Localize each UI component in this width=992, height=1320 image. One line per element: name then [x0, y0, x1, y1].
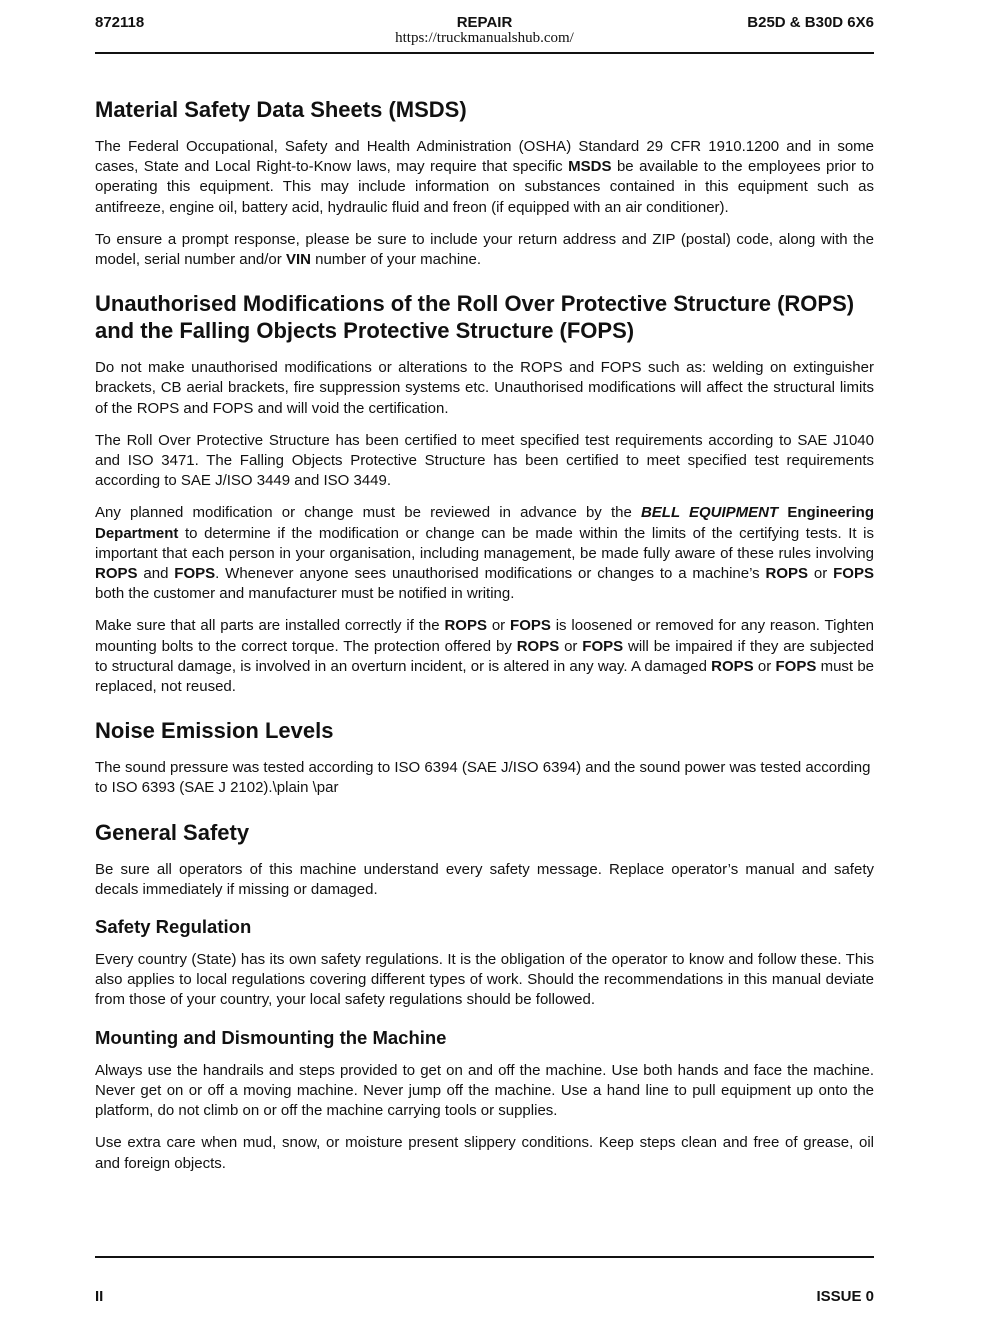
page-content — [95, 96, 874, 1186]
page-number: II — [95, 1288, 104, 1305]
general-safety-heading: General Safety — [95, 819, 250, 845]
mounting-paragraph-1: Always use the handrails and steps provided to get on and off the machine. Use both hands and face the machine. Never get on or off a moving machine. Never jump off the machine. Use a hand line to pull equipment up onto the platform, do not climb on or off the machine carrying tools or supplies. — [95, 1061, 874, 1120]
noise-heading: Noise Emission Levels — [95, 718, 334, 744]
msds-paragraph-2: To ensure a prompt response, please be sure to include your return address and ZIP (postal) code, along with the model, serial number and/or VIN number of your machine. — [95, 230, 874, 269]
safety-regulation-paragraph-1: Every country (State) has its own safety regulations. It is the obligation of the operator to know and follow these. This also applies to local regulations covering different types of work. Should the recommendations in this manual deviate from those of your country, your local safety regulations should be followed. — [95, 951, 874, 1009]
rops-heading: Unauthorised Modifications of the Roll Over Protective Structure (ROPS) and the Falling Objects Protective Structure (FOPS) — [95, 291, 855, 344]
msds-heading: Material Safety Data Sheets (MSDS) — [95, 97, 467, 122]
rops-paragraph-4: Make sure that all parts are installed correctly if the ROPS or FOPS is loosened or removed for any reason. Tighten mounting bolts to the correct torque. The protection offered by ROPS or FOPS will be impaired if they are subjected to structural damage, is involved in an overturn incident, or is altered in any way. A damaged ROPS or FOPS must be replaced, not reused. — [95, 617, 874, 696]
mounting-heading: Mounting and Dismounting the Machine — [95, 1026, 447, 1048]
model-name: B25D & B30D 6X6 — [747, 14, 874, 31]
safety-regulation-heading: Safety Regulation — [95, 916, 252, 938]
rops-paragraph-2: The Roll Over Protective Structure has been certified to meet specified test requirements according to SAE J1040 and ISO 3471. The Falling Objects Protective Structure has been certified to meet specified test requirements according to SAE J/ISO 3449 and ISO 3449. — [95, 431, 874, 490]
page-footer — [95, 1256, 874, 1305]
msds-paragraph-1: The Federal Occupational, Safety and Health Administration (OSHA) Standard 29 CFR 1910.1200 and in some cases, State and Local Right-to-Know laws, may require that specific MSDS be available to the employees prior to operating this equipment. This may include information on substances contained in this equipment such as antifreeze, engine oil, battery acid, hydraulic fluid and freon (if equipped with an air conditioner). — [95, 138, 875, 216]
rops-paragraph-1: Do not make unauthorised modifications or alterations to the ROPS and FOPS such as: welding on extinguisher brackets, CB aerial brackets, fire suppression systems etc. Unauthorised modifications will affect the structural limits of the ROPS and FOPS and will void the certification. — [95, 359, 874, 417]
general-safety-paragraph-1: Be sure all operators of this machine understand every safety message. Replace operator’s manual and safety decals immediately if missing or damaged. — [95, 860, 874, 898]
page-header — [95, 14, 874, 54]
issue-number: ISSUE 0 — [816, 1288, 874, 1305]
doc-number: 872118 — [95, 14, 145, 31]
section-title: REPAIR — [456, 14, 513, 31]
noise-paragraph-1: The sound pressure was tested according to ISO 6394 (SAE J/ISO 6394) and the sound power was tested according to ISO 6393 (SAE J 2102).\plain \par — [95, 759, 871, 797]
source-url: https://truckmanualshub.com/ — [395, 30, 574, 46]
mounting-paragraph-2: Use extra care when mud, snow, or moisture present slippery conditions. Keep steps clean and free of grease, oil and foreign objects. — [95, 1134, 874, 1172]
rops-paragraph-3: Any planned modification or change must be reviewed in advance by the BELL EQUIPMENT Engineering Department to determine if the modification or change can be made within the limits of the certifying tests. It is important that each person in your organisation, including management, be made fully aware of these rules involving ROPS and FOPS. Whenever anyone sees unauthorised modifications or changes to a machine’s ROPS or FOPS both the customer and manufacturer must be notified in writing. — [95, 504, 874, 603]
